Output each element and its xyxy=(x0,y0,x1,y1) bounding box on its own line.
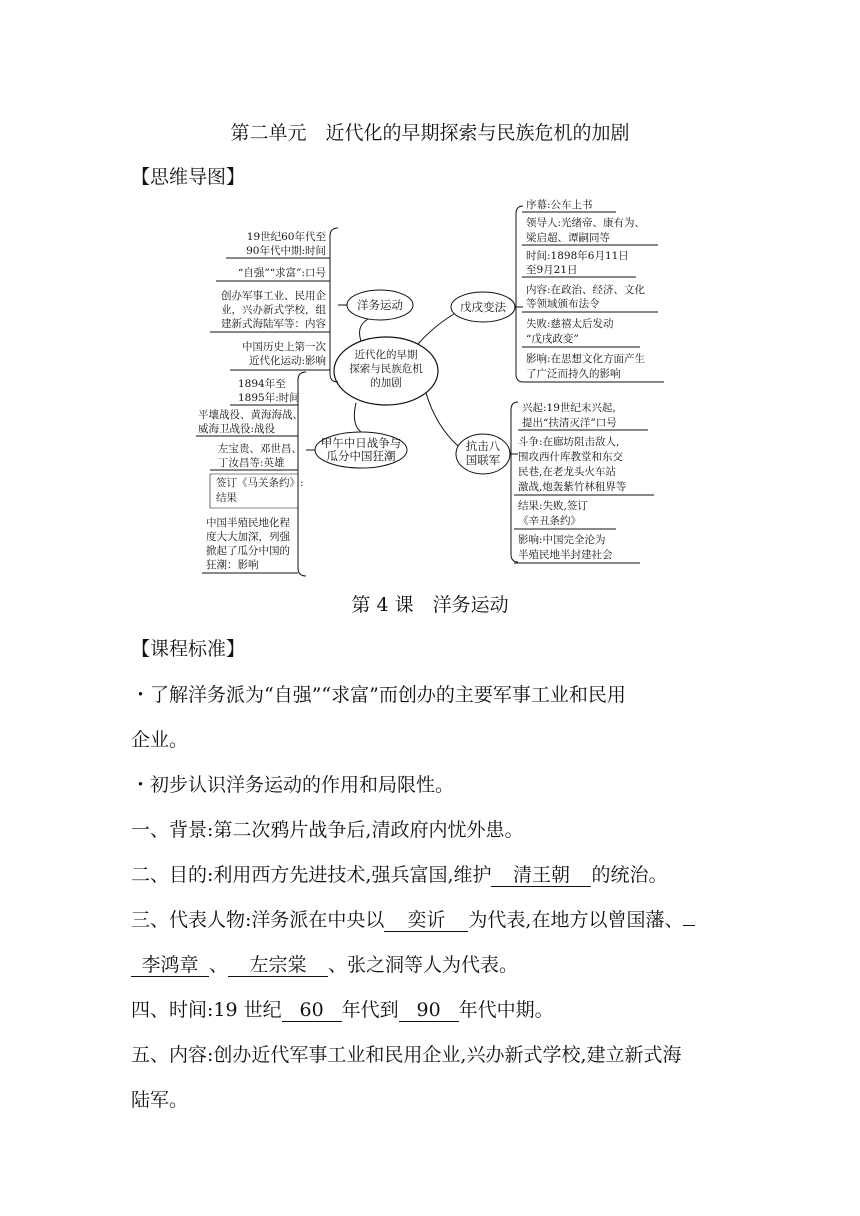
center-line-2: 探索与民族危机 xyxy=(349,363,423,375)
item-representatives-line-1 xyxy=(131,905,695,932)
kangji-rise-2: 提出“扶清灭洋”口号 xyxy=(522,417,617,429)
wuxu-content-1: 内容:在政治、经济、文化 xyxy=(526,284,646,296)
standards-heading: 【课程标准】 xyxy=(131,638,246,660)
jiawu-impact-2: 度大大加深，列强 xyxy=(206,531,290,543)
yangwu-time-2: 90年代中期:时间 xyxy=(246,245,326,257)
hub-kangji-line-1: 抗击八 xyxy=(465,439,501,453)
hub-jiawu-line-1: 甲午中日战争与 xyxy=(320,436,402,450)
wuxu-leader-1: 领导人:光绪帝、康有为、 xyxy=(526,217,646,229)
standard-1-line-1: ・了解洋务派为“自强”“求富”而创办的主要军事工业和民用 xyxy=(131,684,626,706)
wuxu-leader-2: 梁启超、谭嗣同等 xyxy=(526,232,610,244)
time-text-post: 年代中期。 xyxy=(458,999,554,1021)
purpose-text-pre: 二、目的:利用西方先进技术,强兵富国,维护 xyxy=(131,864,492,886)
hub-yangwu-label: 洋务运动 xyxy=(357,298,403,312)
kangji-fight-1: 斗争:在廊坊阻击敌人, xyxy=(518,436,620,448)
jiawu-time-1: 1894年至 xyxy=(238,378,286,390)
wuxu-impact-1: 影响:在思想文化方面产生 xyxy=(526,353,646,365)
center-line-3: 的加剧 xyxy=(370,377,402,389)
jiawu-hero-1: 左宝贵、邓世昌、 xyxy=(218,443,302,455)
wuxu-failure-2: “戊戌政变” xyxy=(526,333,579,345)
center-line-1: 近代化的早期 xyxy=(354,349,418,361)
time-text-pre: 四、时间:19 世纪 xyxy=(131,999,282,1021)
kangji-impact-2: 半殖民地半封建社会 xyxy=(518,549,613,561)
time-text-mid: 年代到 xyxy=(341,999,399,1021)
wuxu-failure-1: 失败:慈禧太后发动 xyxy=(526,318,614,330)
item-purpose xyxy=(131,860,668,887)
jiawu-battle-1: 平壤战役、黄海海战、 xyxy=(198,409,303,421)
kangji-fight-4: 激战,炮轰紫竹林租界等 xyxy=(518,481,627,493)
item-content-line-1: 五、内容:创办近代军事工业和民用企业,兴办新式学校,建立新式海 xyxy=(131,1044,682,1066)
hub-wuxu-label: 戊戌变法 xyxy=(460,300,506,314)
rep-text-pre: 三、代表人物:洋务派在中央以 xyxy=(131,909,385,931)
jiawu-battle-2: 威海卫战役:战役 xyxy=(198,423,276,435)
wuxu-time-2: 至9月21日 xyxy=(526,264,578,276)
item-representatives-line-2 xyxy=(131,950,518,977)
hub-jiawu-line-2: 瓜分中国狂潮 xyxy=(326,449,396,463)
item-content-line-2: 陆军。 xyxy=(131,1089,189,1111)
yangwu-content-2: 业，兴办新式学校，组 xyxy=(221,304,326,316)
kangji-fight-3: 民巷,在老龙头火车站 xyxy=(518,466,616,478)
jiawu-impact-4: 狂潮：影响 xyxy=(206,559,259,571)
yangwu-time-1: 19世纪60年代至 xyxy=(246,231,326,243)
time-answer-2: 90 xyxy=(399,1000,459,1022)
purpose-text-post: 的统治。 xyxy=(591,864,668,886)
kangji-impact-1: 影响:中国完全沦为 xyxy=(518,534,606,546)
rep-answer-3: 左宗棠 xyxy=(228,955,328,977)
lesson-title: 第 4 课 洋务运动 xyxy=(351,594,509,616)
rep-text-sep: 、 xyxy=(209,954,229,976)
rep-answer-2: 李鸿章 xyxy=(131,955,209,977)
jiawu-result-1: 签订《马关条约》: xyxy=(216,477,304,489)
item-background: 一、背景:第二次鸦片战争后,清政府内忧外患。 xyxy=(131,819,524,841)
kangji-result-2: 《辛丑条约》 xyxy=(518,515,581,527)
unit-title: 第二单元 近代化的早期探索与民族危机的加剧 xyxy=(230,122,630,144)
kangji-fight-2: 围攻西什库教堂和东交 xyxy=(518,451,623,463)
yangwu-content-3: 建新式海陆军等：内容 xyxy=(221,318,326,330)
standard-1-line-2: 企业。 xyxy=(131,729,189,751)
rep-answer-1: 奕䜣 xyxy=(384,910,468,932)
wuxu-time-1: 时间:1898年6月11日 xyxy=(526,250,629,262)
mind-map xyxy=(196,196,666,580)
rep-text-post: 、张之洞等人为代表。 xyxy=(328,954,519,976)
wuxu-prelude: 序幕:公车上书 xyxy=(526,199,593,211)
kangji-rise-1: 兴起:19世纪末兴起, xyxy=(522,402,616,414)
standard-2: ・初步认识洋务运动的作用和局限性。 xyxy=(131,774,455,796)
yangwu-slogan: “自强”“求富”:口号 xyxy=(237,267,326,279)
jiawu-impact-1: 中国半殖民地化程 xyxy=(206,517,290,529)
yangwu-impact-1: 中国历史上第一次 xyxy=(242,341,326,353)
yangwu-content-1: 创办军事工业、民用企 xyxy=(221,290,326,302)
wuxu-content-2: 等领域颁布法令 xyxy=(526,298,600,310)
jiawu-hero-2: 丁汝昌等:英雄 xyxy=(218,457,285,469)
rep-blank-start xyxy=(683,925,695,926)
rep-text-mid: 为代表,在地方以曾国藩、 xyxy=(468,909,684,931)
wuxu-impact-2: 了广泛而持久的影响 xyxy=(526,368,621,380)
purpose-answer: 清王朝 xyxy=(491,865,591,887)
hub-kangji-line-2: 国联军 xyxy=(465,453,501,467)
jiawu-impact-3: 掀起了瓜分中国的 xyxy=(206,545,290,557)
time-answer-1: 60 xyxy=(282,1000,342,1022)
yangwu-impact-2: 近代化运动:影响 xyxy=(248,355,326,367)
jiawu-result-2: 结果 xyxy=(216,492,237,504)
item-time xyxy=(131,995,554,1022)
jiawu-time-2: 1895年:时间 xyxy=(238,392,300,404)
kangji-result-1: 结果:失败,签订 xyxy=(518,500,588,512)
mindmap-heading: 【思维导图】 xyxy=(131,166,246,188)
